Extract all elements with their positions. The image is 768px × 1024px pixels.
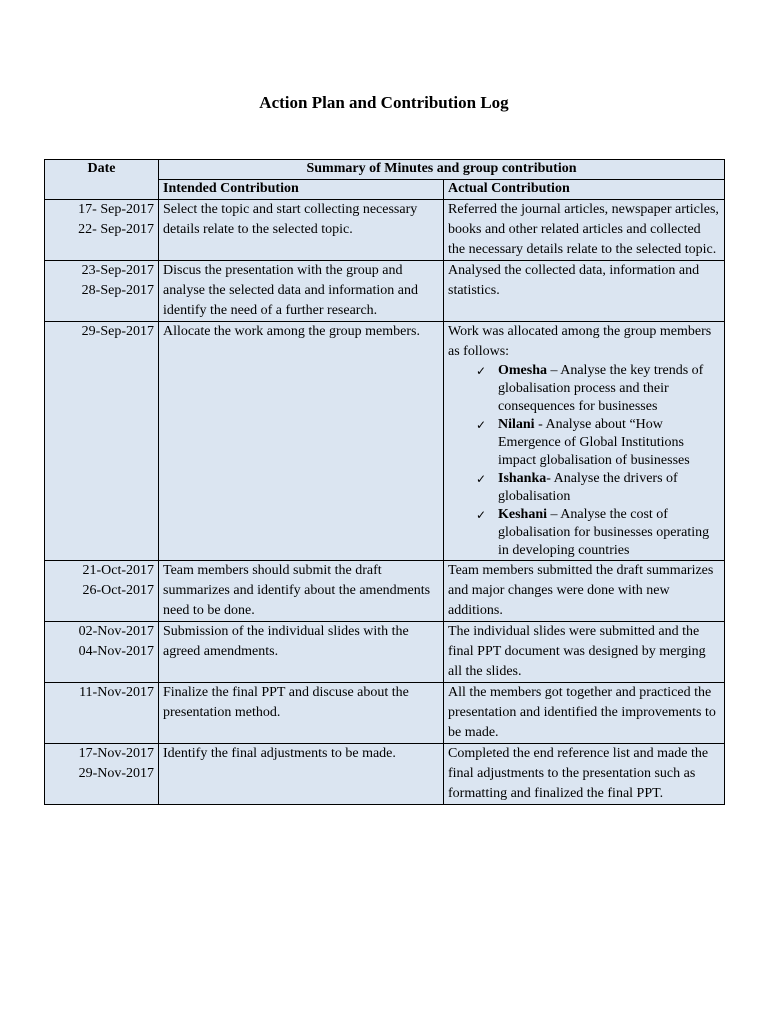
- intended-cell: Allocate the work among the group members.: [159, 322, 444, 561]
- actual-cell: All the members got together and practiced the presentation and identified the improvements to be made.: [444, 683, 725, 744]
- intended-cell: Team members should submit the draft summarizes and identify about the amendments need to be done.: [159, 561, 444, 622]
- date-cell: [45, 561, 159, 622]
- header-row: [45, 160, 725, 180]
- actual-cell: [444, 322, 725, 561]
- table-row: [45, 561, 725, 622]
- member-task: Analyse the cost of globalisation for businesses operating in developing countries: [498, 507, 710, 558]
- page-title: Action Plan and Contribution Log: [259, 93, 509, 112]
- table-row: [45, 200, 725, 261]
- actual-cell: Team members submitted the draft summarizes and major changes were done with new additions.: [444, 561, 725, 622]
- checkmark-icon: ✓: [476, 418, 487, 432]
- date-cell: [45, 200, 159, 261]
- date-value: 04-Nov-2017: [78, 644, 154, 659]
- member-name: Omesha: [498, 363, 547, 378]
- table-row: [45, 622, 725, 683]
- date-cell: [45, 322, 159, 561]
- date-value: 11-Nov-2017: [79, 685, 154, 700]
- summary-header: Summary of Minutes and group contribution: [159, 160, 725, 180]
- member-name: Nilani: [498, 417, 535, 432]
- allocation-item: [476, 470, 720, 506]
- date-value: 29-Nov-2017: [78, 766, 154, 781]
- intended-cell: Finalize the final PPT and discuse about the presentation method.: [159, 683, 444, 744]
- date-header: Date: [45, 160, 159, 200]
- intended-cell: Submission of the individual slides with the agreed amendments.: [159, 622, 444, 683]
- intended-cell: Identify the final adjustments to be made.: [159, 744, 444, 805]
- actual-cell: Analysed the collected data, information and statistics.: [444, 261, 725, 322]
- date-cell: [45, 683, 159, 744]
- contribution-log-table: [44, 159, 725, 805]
- member-task: Analyse the drivers of globalisation: [498, 471, 678, 504]
- separator: –: [547, 363, 561, 378]
- checkmark-icon: ✓: [476, 364, 487, 378]
- actual-cell: Referred the journal articles, newspaper articles, books and other related articles and collected the necessary details relate to the selected topic.: [444, 200, 725, 261]
- table-row: [45, 322, 725, 561]
- table-row: [45, 261, 725, 322]
- date-cell: [45, 261, 159, 322]
- member-name: Keshani: [498, 507, 548, 522]
- allocation-intro: Work was allocated among the group members as follows:: [448, 324, 712, 359]
- checkmark-icon: ✓: [476, 472, 487, 486]
- date-value: 02-Nov-2017: [78, 624, 154, 639]
- table-row: [45, 744, 725, 805]
- actual-header: Actual Contribution: [444, 180, 725, 200]
- table-row: [45, 683, 725, 744]
- separator: -: [534, 417, 546, 432]
- checkmark-icon: ✓: [476, 508, 487, 522]
- date-value: 22- Sep-2017: [78, 222, 154, 237]
- date-value: 29-Sep-2017: [81, 324, 154, 339]
- allocation-item: [476, 416, 720, 470]
- member-name: Ishanka: [498, 471, 547, 486]
- actual-cell: Completed the end reference list and made the final adjustments to the presentation such as formatting and finalized the final PPT.: [444, 744, 725, 805]
- date-value: 23-Sep-2017: [81, 263, 154, 278]
- date-value: 21-Oct-2017: [82, 563, 154, 578]
- date-value: 17- Sep-2017: [78, 202, 154, 217]
- date-value: 28-Sep-2017: [81, 283, 154, 298]
- allocation-item: [476, 362, 720, 416]
- intended-header: Intended Contribution: [159, 180, 444, 200]
- allocation-list: [448, 362, 720, 560]
- intended-cell: Discus the presentation with the group and analyse the selected data and information and identify the need of a further research.: [159, 261, 444, 322]
- intended-cell: Select the topic and start collecting necessary details relate to the selected topic.: [159, 200, 444, 261]
- separator: -: [546, 471, 554, 486]
- actual-cell: The individual slides were submitted and the final PPT document was designed by merging all the slides.: [444, 622, 725, 683]
- member-task: Analyse the key trends of globalisation process and their consequences for businesses: [498, 363, 704, 414]
- date-cell: [45, 622, 159, 683]
- member-task: Analyse about “How Emergence of Global Institutions impact globalisation of businesses: [498, 417, 690, 468]
- separator: –: [547, 507, 561, 522]
- date-cell: [45, 744, 159, 805]
- date-value: 17-Nov-2017: [78, 746, 154, 761]
- date-value: 26-Oct-2017: [82, 583, 154, 598]
- allocation-item: [476, 506, 720, 560]
